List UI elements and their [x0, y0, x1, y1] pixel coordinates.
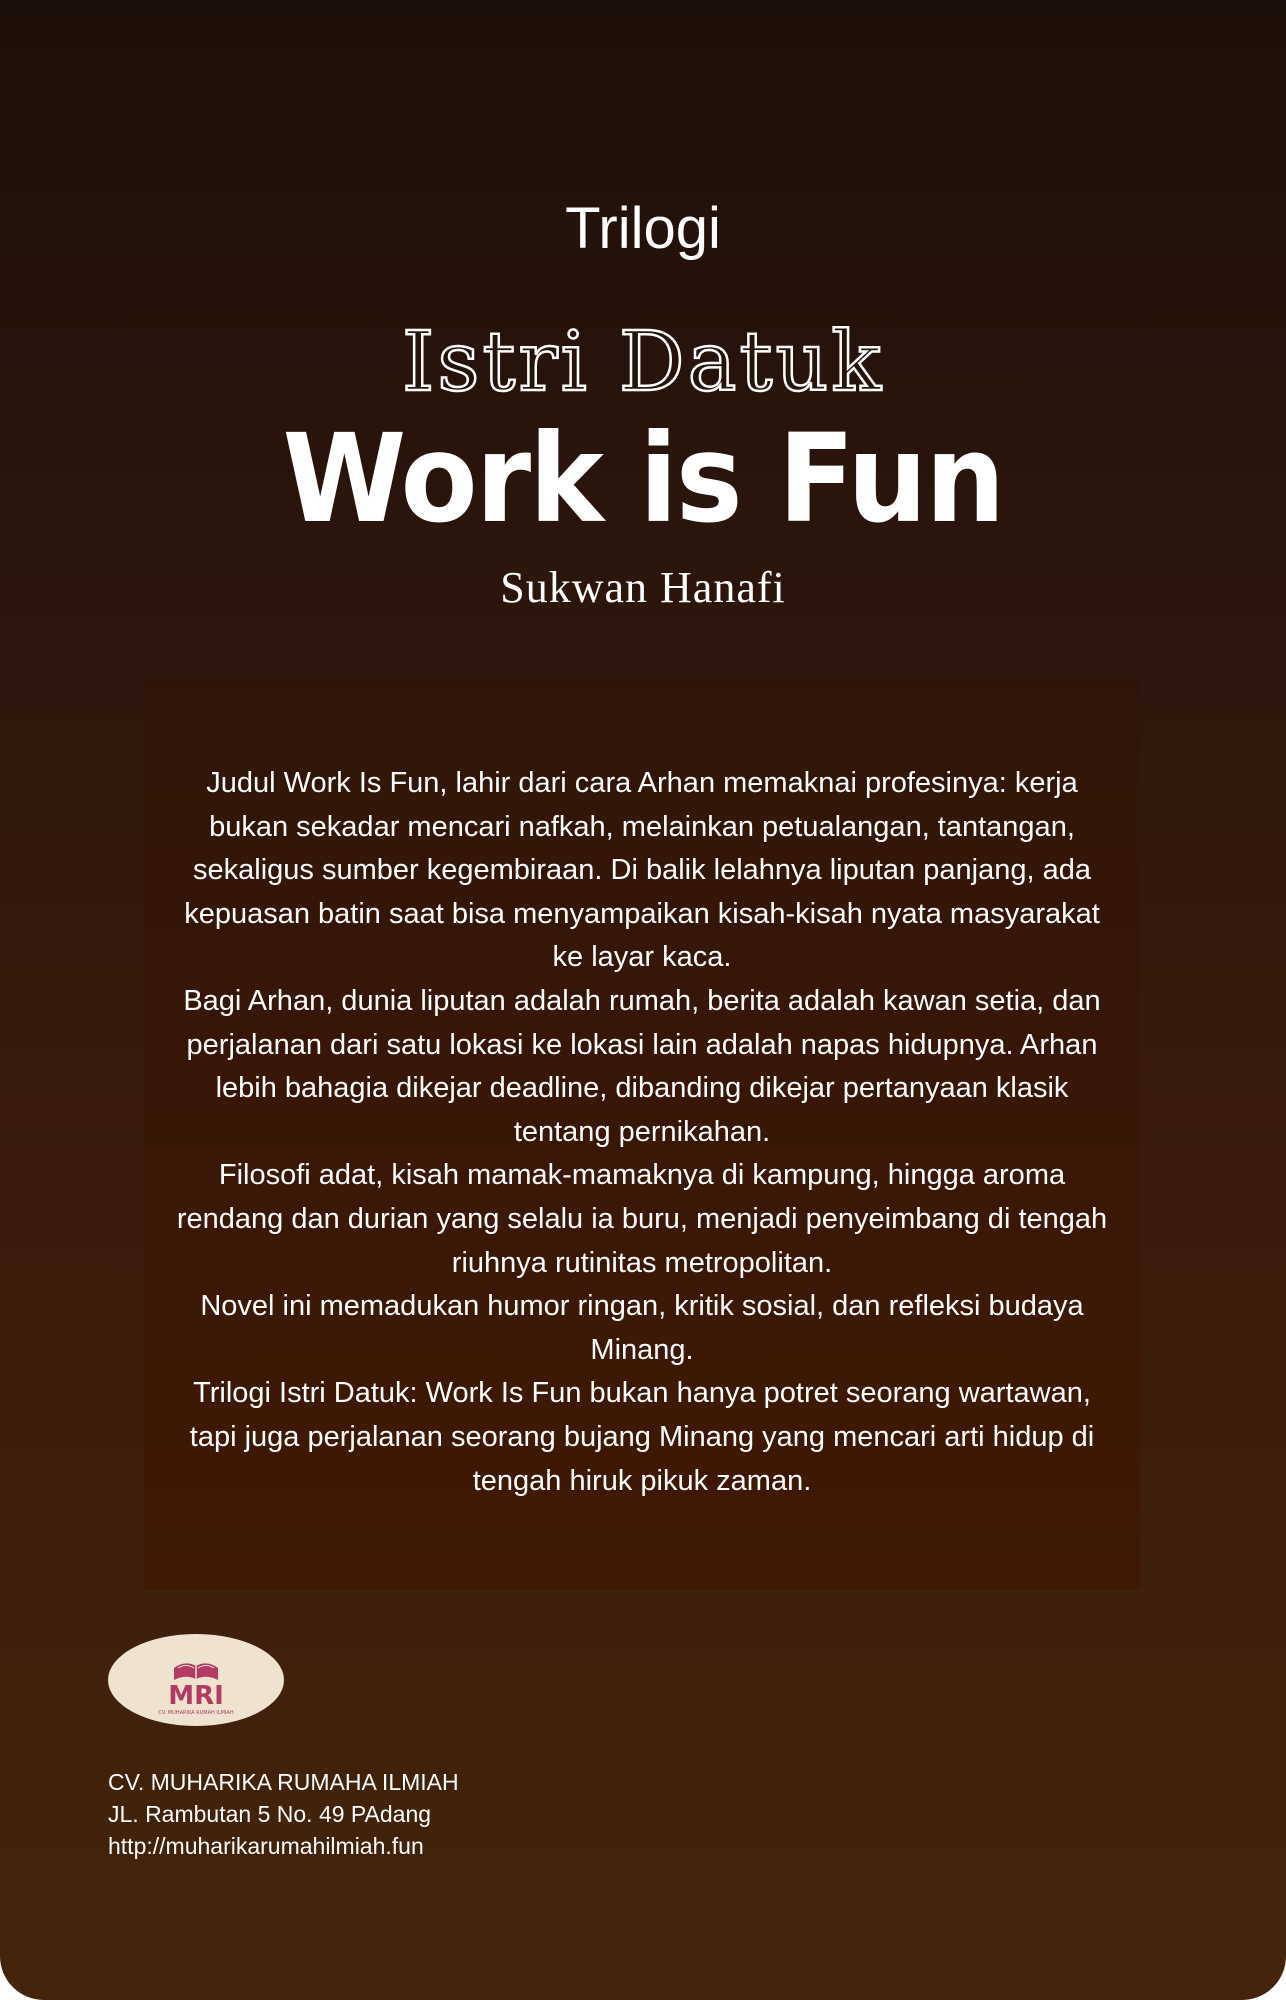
author-name: Sukwan Hanafi [500, 563, 786, 612]
publisher-name: CV. MUHARIKA RUMAHA ILMIAH [108, 1769, 459, 1795]
series-title: Istri Datuk [402, 315, 884, 410]
blurb-paragraph: Trilogi Istri Datuk: Work Is Fun bukan hanya potret seorang wartawan, tapi juga perjalanan seorang bujang Minang yang mencari arti hidup di tengah hiruk pikuk zaman. [189, 1377, 1095, 1497]
logo-text: MRI [168, 1681, 224, 1711]
series-label: Trilogi [565, 196, 721, 261]
book-icon [108, 1634, 284, 1726]
publisher-logo [108, 1634, 284, 1726]
blurb-paragraph: Bagi Arhan, dunia liputan adalah rumah, berita adalah kawan setia, dan perjalanan dari satu lokasi ke lokasi lain adalah napas hidupnya. Arhan lebih bahagia dikejar deadline, dibanding dikejar pertanyaan klasik tentang pernikahan. [183, 984, 1101, 1148]
blurb-box [144, 678, 1140, 1590]
blurb-paragraph: Judul Work Is Fun, lahir dari cara Arhan memaknai profesinya: kerja bukan sekadar mencari nafkah, melainkan petualangan, tantangan, sekaligus sumber kegembiraan. Di balik lelahnya liputan panjang, ada kepuasan batin saat bisa menyampaikan kisah-kisah nyata masyarakat ke layar kaca. [184, 767, 1100, 974]
blurb-paragraph: Filosofi adat, kisah mamak-mamaknya di kampung, hingga aroma rendang dan durian yang selalu ia buru, menjadi penyeimbang di tengah riuhnya rutinitas metropolitan. [176, 1159, 1108, 1279]
publisher-address: JL. Rambutan 5 No. 49 PAdang [108, 1801, 432, 1827]
book-title: Work is Fun [282, 408, 1004, 550]
publisher-website: http://muharikarumahilmiah.fun [108, 1833, 424, 1859]
logo-subtext: CV. MUHARIKA RUMAH ILMIAH [158, 1710, 234, 1716]
blurb-paragraph: Novel ini memadukan humor ringan, kritik sosial, dan refleksi budaya Minang. [200, 1290, 1084, 1366]
publisher-info [108, 1766, 459, 1862]
